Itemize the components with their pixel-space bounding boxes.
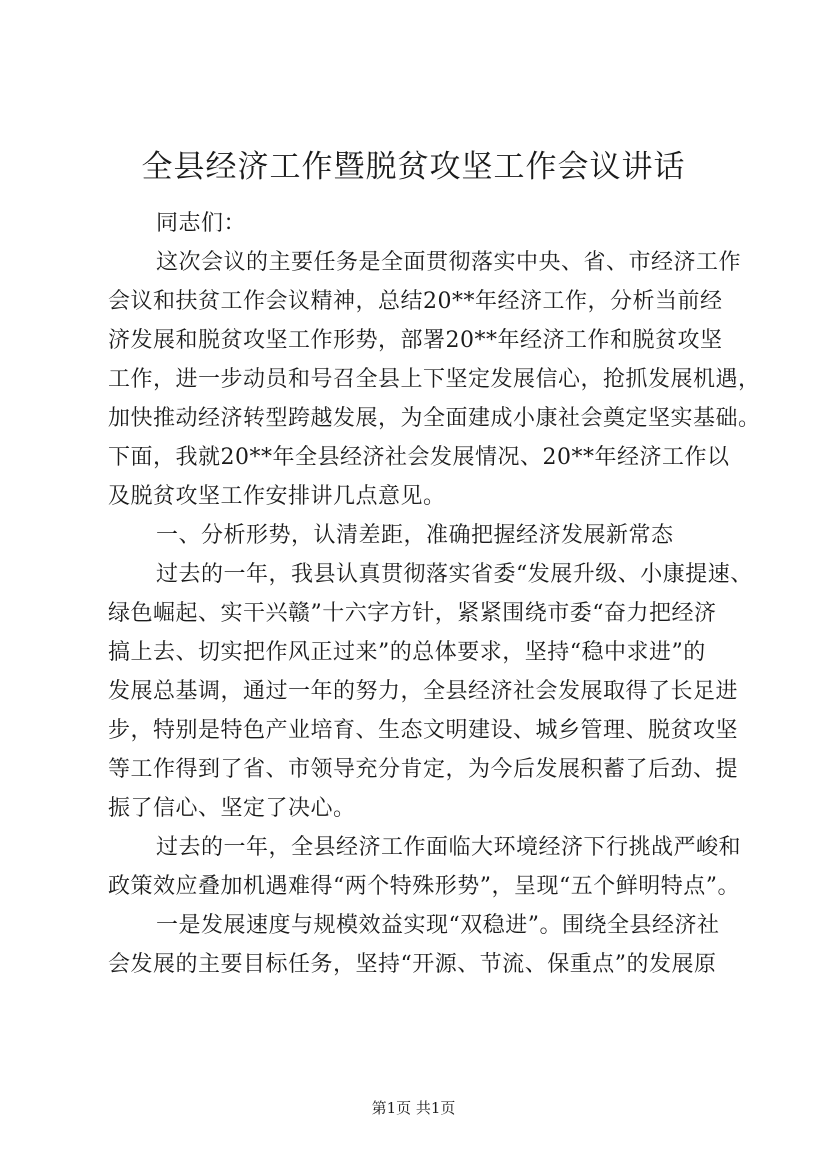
paragraph-line: 搞上去、切实把作风正过来”的总体要求，坚持“稳中求进”的 — [108, 640, 706, 665]
paragraph-line: 加快推动经济转型跨越发展，为全面建成小康社会奠定坚实基础。 — [108, 406, 761, 431]
paragraph-line: 过去的一年，我县认真贯彻落实省委“发展升级、小康提速、 — [156, 562, 753, 587]
paragraph-line: 济发展和脱贫攻坚工作形势，部署20**年经济工作和脱贫攻坚 — [108, 328, 723, 353]
paragraph-line: 一是发展速度与规模效益实现“双稳进”。围绕全县经济社 — [156, 913, 720, 938]
paragraph-line: 工作，进一步动员和号召全县上下坚定发展信心，抢抓发展机遇， — [108, 367, 761, 392]
paragraph-line: 绿色崛起、实干兴赣”十六字方针，紧紧围绕市委“奋力把经济 — [108, 601, 717, 626]
paragraph-line: 这次会议的主要任务是全面贯彻落实中央、省、市经济工作 — [156, 250, 742, 275]
paragraph-line: 过去的一年，全县经济工作面临大环境经济下行挑战严峻和 — [156, 835, 742, 860]
paragraph-line: 等工作得到了省、市领导充分肯定，为今后发展积蓄了后劲、提 — [108, 757, 739, 782]
paragraph-line: 会发展的主要目标任务，坚持“开源、节流、保重点”的发展原 — [108, 952, 717, 977]
paragraph-line: 振了信心、坚定了决心。 — [108, 796, 356, 821]
paragraph-line: 发展总基调，通过一年的努力，全县经济社会发展取得了长足进 — [108, 679, 739, 704]
page-number-footer: 第1页 共1页 — [371, 1099, 456, 1117]
section-heading: 一、分析形势，认清差距，准确把握经济发展新常态 — [156, 523, 674, 548]
paragraph-line: 及脱贫攻坚工作安排讲几点意见。 — [108, 484, 446, 509]
paragraph-line: 政策效应叠加机遇难得“两个特殊形势”，呈现“五个鲜明特点”。 — [108, 874, 740, 899]
document-body — [108, 196, 761, 984]
paragraph-line: 下面，我就20**年全县经济社会发展情况、20**年经济工作以 — [108, 445, 730, 470]
paragraph-line: 步，特别是特色产业培育、生态文明建设、城乡管理、脱贫攻坚 — [108, 718, 739, 743]
paragraph-line: 会议和扶贫工作会议精神，总结20**年经济工作，分析当前经 — [108, 289, 723, 314]
salutation-line: 同志们： — [156, 211, 247, 236]
document-title: 全县经济工作暨脱贫攻坚工作会议讲话 — [141, 149, 686, 185]
